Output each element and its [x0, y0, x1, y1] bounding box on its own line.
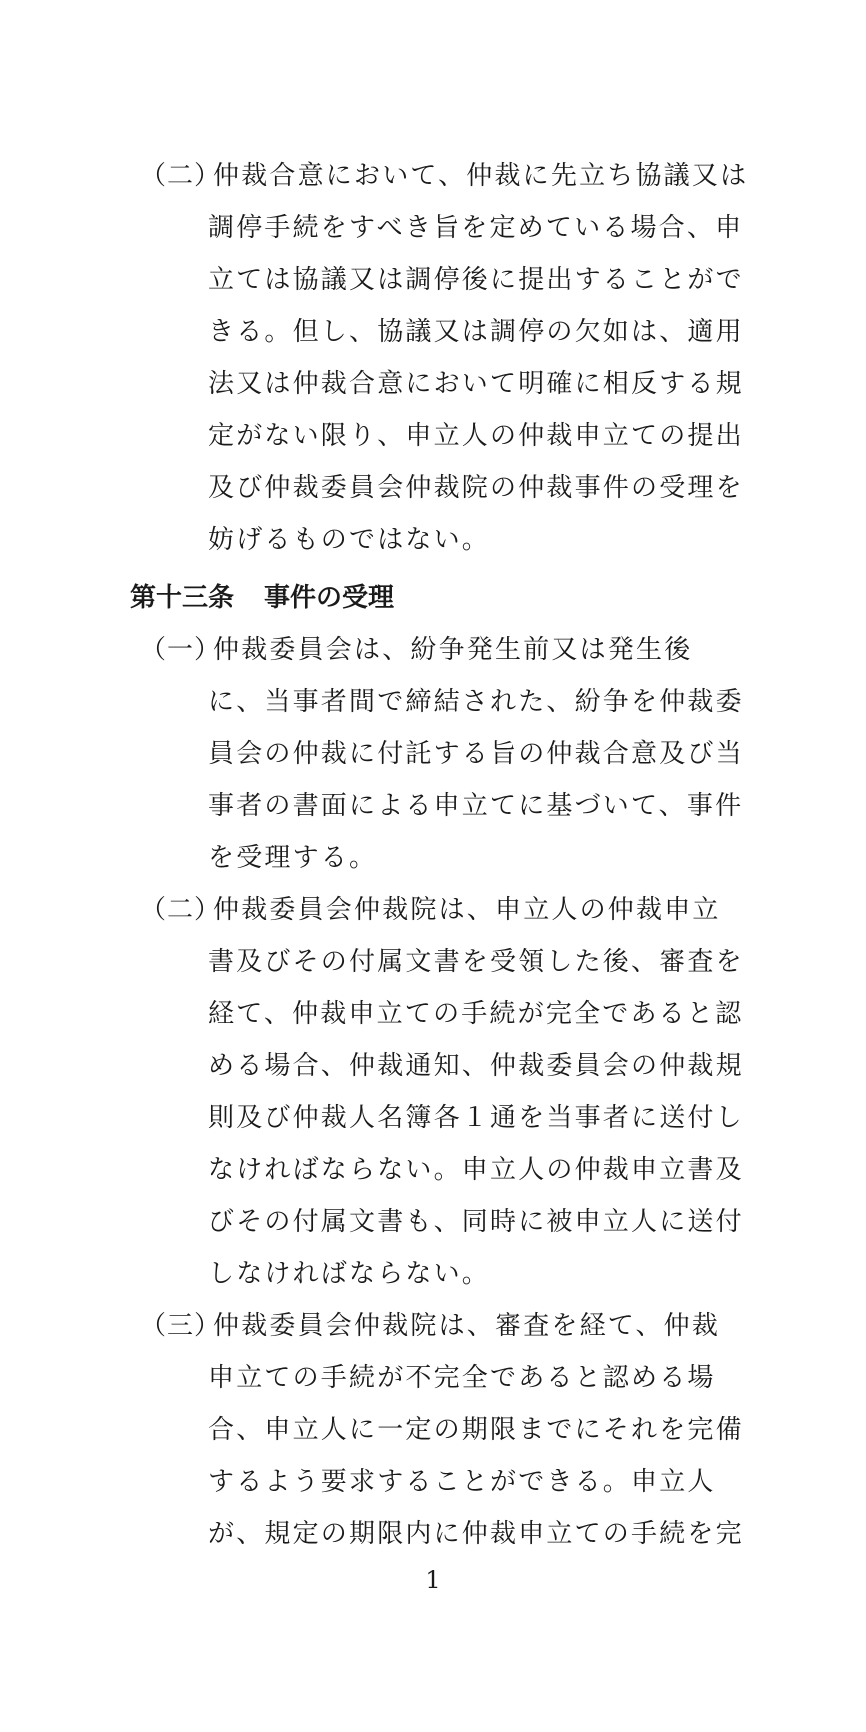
item-line: 合、申立人に一定の期限までにそれを完備: [208, 1415, 744, 1445]
item-line: 仲裁委員会仲裁院は、申立人の仲裁申立: [213, 895, 721, 925]
item-line: が、規定の期限内に仲裁申立ての手続を完: [208, 1519, 744, 1549]
item-line: 及び仲裁委員会仲裁院の仲裁事件の受理を: [208, 473, 744, 503]
item-line: を受理する。: [208, 843, 378, 873]
item-line: める場合、仲裁通知、仲裁委員会の仲裁規: [208, 1051, 744, 1081]
item-line: 立ては協議又は調停後に提出することがで: [208, 265, 744, 295]
list-item: [140, 884, 744, 1300]
item-line: なければならない。申立人の仲裁申立書及: [208, 1155, 744, 1185]
item-line: 書及びその付属文書を受領した後、審査を: [208, 947, 744, 977]
item-line: 調停手続をすべき旨を定めている場合、申: [208, 213, 744, 243]
item-line: 経て、仲裁申立ての手続が完全であると認: [208, 999, 744, 1029]
article-title: 事件の受理: [264, 583, 395, 613]
item-marker: （二）: [140, 895, 222, 925]
item-line: 員会の仲裁に付託する旨の仲裁合意及び当: [208, 739, 744, 769]
article-number: 第十三条: [130, 583, 235, 613]
item-line: 妨げるものではない。: [208, 525, 491, 555]
item-marker: （二）: [140, 161, 222, 191]
item-line: しなければならない。: [208, 1259, 491, 1289]
page-number: 1: [425, 1566, 441, 1594]
list-item: [140, 1300, 744, 1560]
item-line: 則及び仲裁人名簿各１通を当事者に送付し: [208, 1103, 744, 1133]
item-line: に、当事者間で締結された、紛争を仲裁委: [208, 687, 744, 717]
item-line: 事者の書面による申立てに基づいて、事件: [208, 791, 744, 821]
item-line: 定がない限り、申立人の仲裁申立ての提出: [208, 421, 744, 451]
list-item: [140, 624, 744, 884]
item-line: びその付属文書も、同時に被申立人に送付: [208, 1207, 744, 1237]
list-item: [140, 150, 749, 566]
item-line: 仲裁合意において、仲裁に先立ち協議又は: [213, 161, 749, 191]
item-line: するよう要求することができる。申立人: [208, 1467, 716, 1497]
item-line: 仲裁委員会は、紛争発生前又は発生後: [213, 635, 693, 665]
item-line: 法又は仲裁合意において明確に相反する規: [208, 369, 744, 399]
item-line: 仲裁委員会仲裁院は、審査を経て、仲裁: [213, 1311, 721, 1341]
item-marker: （一）: [140, 635, 222, 665]
article-heading: [130, 572, 394, 624]
item-line: 申立ての手続が不完全であると認める場: [208, 1363, 716, 1393]
item-marker: （三）: [140, 1311, 222, 1341]
item-line: きる。但し、協議又は調停の欠如は、適用: [208, 317, 744, 347]
